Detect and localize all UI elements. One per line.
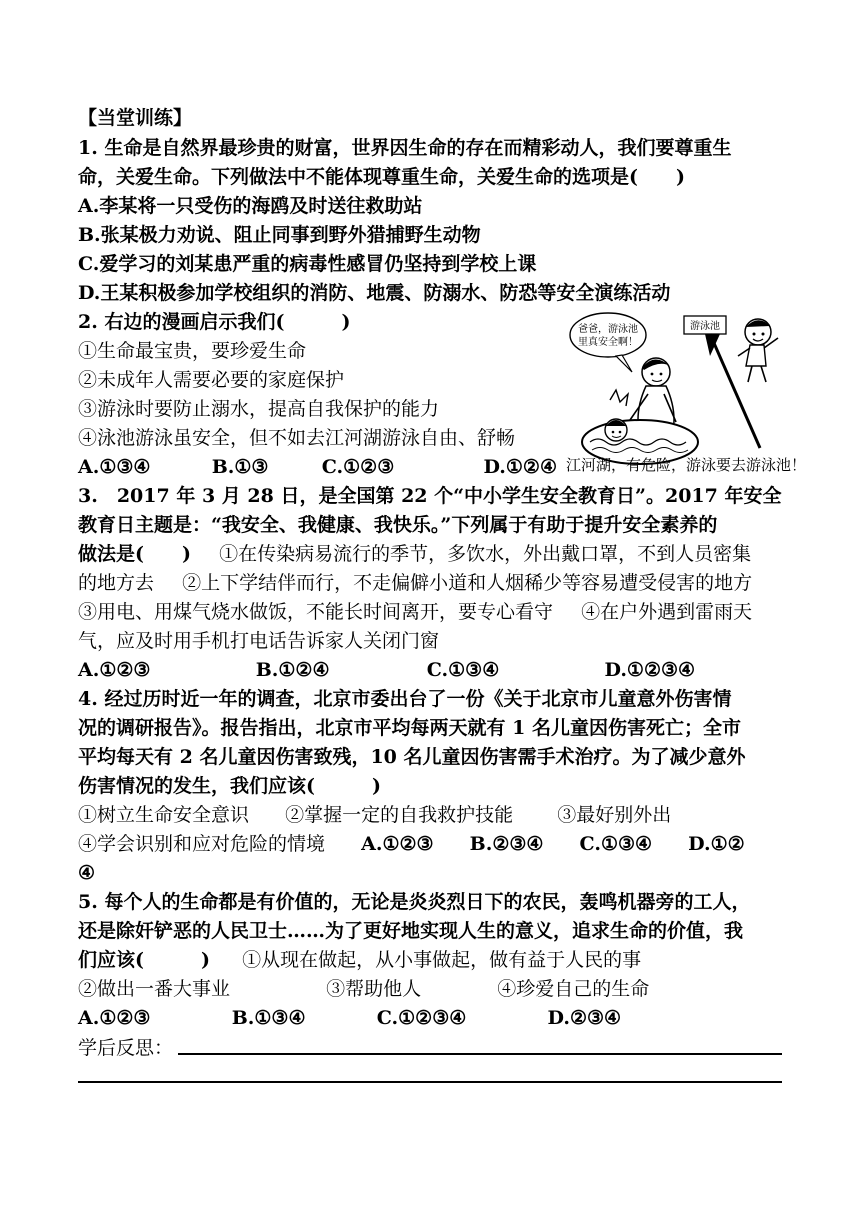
swimming-pool-cartoon [560, 308, 812, 486]
q2-option-a: A.①③④ [78, 456, 151, 478]
q2-statement-2: ②未成年人需要必要的家庭保护 [78, 369, 345, 391]
q1-stem-line1: 1. 生命是自然界最珍贵的财富，世界因生命的存在而精彩动人，我们要尊重生 [78, 137, 732, 159]
q3-statement-1-end: 的地方去 [78, 572, 155, 594]
q5-statement-2: ②做出一番大事业 [78, 978, 231, 1000]
q4-stem-line3: 平均每天有 2 名儿童因伤害致残，10 名儿童因伤害需手术治疗。为了减少意外 [78, 746, 746, 768]
speech-bubble-line2: 里真安全啊！ [578, 337, 638, 348]
q3-option-a: A.①②③ [78, 659, 151, 681]
reflection-line-2 [78, 1081, 782, 1083]
q3-statement-4-start: ④在户外遇到雷雨天 [581, 601, 753, 623]
q5-statement-1: ①从现在做起，从小事做起，做有益于人民的事 [242, 949, 642, 971]
q3-stem-line5 [78, 598, 752, 626]
q1-option-c: C.爱学习的刘某患严重的病毒性感冒仍坚持到学校上课 [78, 253, 537, 275]
q5-stem-tail: 们应该( ) [78, 949, 210, 971]
q5-option-b: B.①③④ [231, 1007, 306, 1029]
q4-stem-line4: 伤害情况的发生，我们应该( ) [78, 775, 381, 797]
q1-option-b: B.张某极力劝说、阻止同事到野外猎捕野生动物 [78, 224, 481, 246]
q3-option-c: C.①③④ [426, 659, 500, 681]
reflection-label: 学后反思： [78, 1037, 174, 1059]
q5-options [78, 1004, 621, 1032]
q2-statement-4: ④泳池游泳虽安全，但不如去江河湖游泳自由、舒畅 [78, 427, 516, 449]
q2-option-b: B.①③ [211, 456, 269, 478]
q5-stem-line1: 5. 每个人的生命都是有价值的，无论是炎炎烈日下的农民，轰鸣机器旁的工人， [78, 891, 751, 913]
q1-option-d: D.王某积极参加学校组织的消防、地震、防溺水、防恐等安全演练活动 [78, 282, 671, 304]
cartoon-caption: 江河湖，有危险，游泳要去游泳池！ [566, 456, 807, 474]
q4-statement-4: ④学会识别和应对危险的情境 [78, 833, 326, 855]
q5-statement-4: ④珍爱自己的生命 [497, 978, 650, 1000]
speech-bubble-line1: 爸爸，游泳池 [578, 324, 638, 335]
q3-options [78, 656, 695, 684]
q3-stem-line1: 3. 2017 年 3 月 28 日，是全国第 22 个“中小学生安全教育日”。2017 年安全 [78, 485, 782, 507]
q4-statement-2: ②掌握一定的自我救护技能 [285, 804, 514, 826]
q4-option-b: B.②③④ [469, 833, 544, 855]
q1-stem-line2: 命，关爱生命。下列做法中不能体现尊重生命，关爱生命的选项是( ) [78, 166, 685, 188]
q1-option-a: A.李某将一只受伤的海鸥及时送往救助站 [78, 195, 423, 217]
q2-statement-3: ③游泳时要防止溺水，提高自我保护的能力 [78, 398, 440, 420]
q4-option-a: A.①②③ [361, 833, 434, 855]
q5-stem-line2: 还是除奸铲恶的人民卫士……为了更好地实现人生的意义，追求生命的价值，我 [78, 920, 744, 942]
q2-stem: 2. 右边的漫画启示我们( ) [78, 311, 351, 333]
q4-option-d-wrap: ④ [78, 862, 96, 884]
q4-statements-line2 [78, 830, 745, 858]
q5-option-c: C.①②③④ [376, 1007, 467, 1029]
section-title: 【当堂训练】 [78, 107, 193, 129]
q3-statement-1-start: ①在传染病易流行的季节，多饮水，外出戴口罩，不到人员密集 [219, 543, 752, 565]
pool-sign-text: 游泳池 [690, 321, 720, 332]
q4-option-d: D.①② [688, 833, 745, 855]
q4-option-c: C.①③④ [579, 833, 653, 855]
q2-option-c: C.①②③ [321, 456, 395, 478]
q5-option-a: A.①②③ [78, 1007, 151, 1029]
q3-stem-tail: 做法是( ) [78, 543, 191, 565]
q3-statement-4-end: 气，应及时用手机打电话告诉家人关闭门窗 [78, 630, 440, 652]
q4-stem-line2: 况的调研报告》。报告指出，北京市平均每两天就有 1 名儿童因伤害死亡；全市 [78, 717, 741, 739]
q2-statement-1: ①生命最宝贵，要珍爱生命 [78, 340, 307, 362]
q5-option-d: D.②③④ [547, 1007, 622, 1029]
q3-statement-3: ③用电、用煤气烧水做饭，不能长时间离开，要专心看守 [78, 601, 554, 623]
q4-statement-3: ③最好别外出 [557, 804, 672, 826]
q3-stem-line2: 教育日主题是：“我安全、我健康、我快乐。”下列属于有助于提升安全素养的 [78, 514, 718, 536]
q3-option-d: D.①②③④ [604, 659, 696, 681]
reflection-line-1 [178, 1053, 782, 1055]
q3-stem-line4 [78, 569, 752, 597]
q3-statement-2: ②上下学结伴而行，不走偏僻小道和人烟稀少等容易遭受侵害的地方 [182, 572, 753, 594]
q4-statement-1: ①树立生命安全意识 [78, 804, 250, 826]
q2-options [78, 453, 557, 481]
q5-stem-line3 [78, 946, 641, 974]
q5-statements-line [78, 975, 649, 1003]
q4-statements-line1 [78, 801, 671, 829]
q5-statement-3: ③帮助他人 [326, 978, 422, 1000]
q2-option-d: D.①②④ [483, 456, 557, 478]
q3-option-b: B.①②④ [255, 659, 330, 681]
q4-stem-line1: 4. 经过历时近一年的调查，北京市委出台了一份《关于北京市儿童意外伤害情 [78, 688, 732, 710]
q3-stem-line3 [78, 540, 751, 568]
